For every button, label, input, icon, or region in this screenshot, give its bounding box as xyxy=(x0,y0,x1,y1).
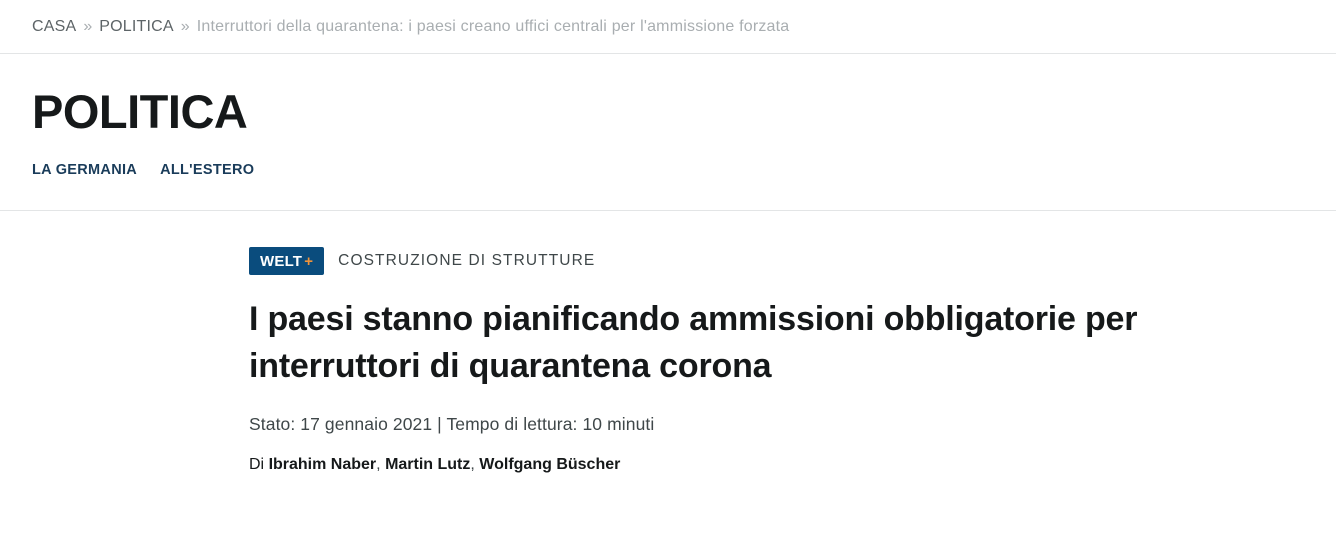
section-nav xyxy=(32,162,1304,178)
author-3[interactable]: Wolfgang Büscher xyxy=(479,455,621,473)
breadcrumb-separator: » xyxy=(180,17,190,35)
article-byline xyxy=(249,456,1336,474)
welt-plus-badge-label: WELT xyxy=(260,252,303,270)
byline-prefix: Di xyxy=(249,455,265,473)
article-kicker-row xyxy=(249,247,1336,275)
author-separator: , xyxy=(470,455,475,473)
section-nav-item-la-germania[interactable]: LA GERMANIA xyxy=(32,162,138,178)
author-1[interactable]: Ibrahim Naber xyxy=(268,455,377,473)
page-title: POLITICA xyxy=(32,85,248,138)
welt-plus-badge[interactable] xyxy=(249,247,324,275)
article-meta: Stato: 17 gennaio 2021 | Tempo di lettura: 10 minuti xyxy=(249,413,655,434)
article xyxy=(0,211,1336,474)
author-2[interactable]: Martin Lutz xyxy=(385,455,471,473)
breadcrumb-separator: » xyxy=(83,17,93,35)
breadcrumb-item-politica[interactable]: POLITICA xyxy=(99,17,174,35)
section-header xyxy=(0,54,1336,211)
author-separator: , xyxy=(376,455,381,473)
breadcrumb-item-home[interactable]: CASA xyxy=(32,17,77,35)
breadcrumb-item-current: Interruttori della quarantena: i paesi creano uffici centrali per l'ammissione forzata xyxy=(196,17,790,35)
article-kicker: COSTRUZIONE DI STRUTTURE xyxy=(338,252,596,269)
breadcrumb xyxy=(0,0,1336,54)
section-nav-item-all-estero[interactable]: ALL'ESTERO xyxy=(160,162,255,178)
welt-plus-badge-plus: + xyxy=(304,252,314,270)
article-headline[interactable]: I paesi stanno pianificando ammissioni obbligatorie per interruttori di quarantena corona xyxy=(249,300,1138,385)
